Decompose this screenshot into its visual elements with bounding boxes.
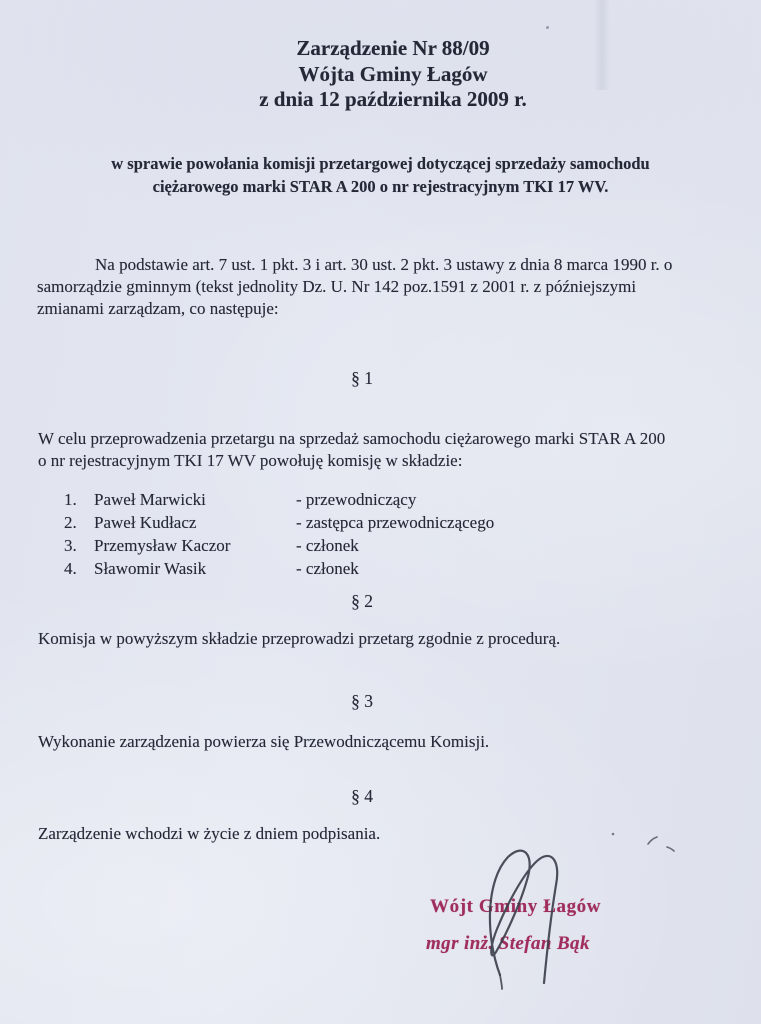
stamp-name-line: mgr inż. Stefan Bąk	[426, 933, 590, 954]
member-number: 4.	[64, 559, 77, 578]
pen-marks	[605, 825, 685, 855]
document-title	[25, 36, 761, 113]
section-1-line: W celu przeprowadzenia przetargu na sprzedaż samochodu ciężarowego marki STAR A 200	[38, 429, 666, 448]
member-role: - członek	[296, 559, 359, 578]
section-1-body	[38, 428, 748, 472]
member-name: Sławomir Wasik	[94, 559, 207, 578]
member-number: 1.	[64, 490, 77, 509]
section-3-body: Wykonanie zarządzenia powierza się Przewodniczącemu Komisji.	[38, 732, 490, 751]
legal-basis-paragraph	[37, 254, 737, 320]
section-2-heading: § 2	[351, 591, 373, 611]
member-role: - zastępca przewodniczącego	[296, 513, 495, 532]
section-1-line: o nr rejestracyjnym TKI 17 WV powołuję komisję w składzie:	[38, 451, 463, 470]
member-role: - przewodniczący	[296, 490, 417, 509]
member-name: Paweł Marwicki	[94, 490, 206, 509]
legal-basis-line: zmianami zarządzam, co następuje:	[37, 299, 279, 318]
subject-line: ciężarowego marki STAR A 200 o nr rejestracyjnym TKI 17 WV.	[152, 177, 609, 196]
title-line-number: Zarządzenie Nr 88/09	[296, 36, 490, 60]
legal-basis-line: Na podstawie art. 7 ust. 1 pkt. 3 i art. 30 ust. 2 pkt. 3 ustawy z dnia 8 marca 1990 r. o	[95, 255, 673, 274]
section-4-body: Zarządzenie wchodzi w życie z dniem podpisania.	[38, 824, 381, 843]
member-role: - członek	[296, 536, 359, 555]
member-name: Paweł Kudłacz	[94, 513, 197, 532]
member-number: 2.	[64, 513, 77, 532]
subject-line: w sprawie powołania komisji przetargowej dotyczącej sprzedaży samochodu	[111, 154, 650, 173]
section-2-body: Komisja w powyższym składzie przeprowadzi przetarg zgodnie z procedurą.	[38, 629, 561, 648]
legal-basis-line: samorządzie gminnym (tekst jednolity Dz. U. Nr 142 poz.1591 z 2001 r. z późniejszymi	[37, 277, 637, 296]
document-subject	[0, 152, 761, 198]
committee-member-row	[64, 557, 494, 580]
member-number: 3.	[64, 536, 77, 555]
committee-member-row	[64, 511, 494, 534]
section-3-heading: § 3	[351, 691, 373, 711]
title-line-issuer: Wójta Gminy Łagów	[298, 61, 488, 86]
scan-speck	[546, 26, 549, 29]
stamp-office-line: Wójt Gminy Łagów	[430, 896, 602, 917]
committee-member-list	[64, 488, 494, 580]
member-name: Przemysław Kaczor	[94, 536, 231, 555]
handwritten-signature	[455, 835, 575, 990]
section-1-heading: § 1	[351, 368, 373, 388]
committee-member-row	[64, 534, 494, 557]
section-4-heading: § 4	[351, 786, 373, 806]
title-line-date: z dnia 12 października 2009 r.	[259, 87, 527, 111]
committee-member-row	[64, 488, 494, 511]
